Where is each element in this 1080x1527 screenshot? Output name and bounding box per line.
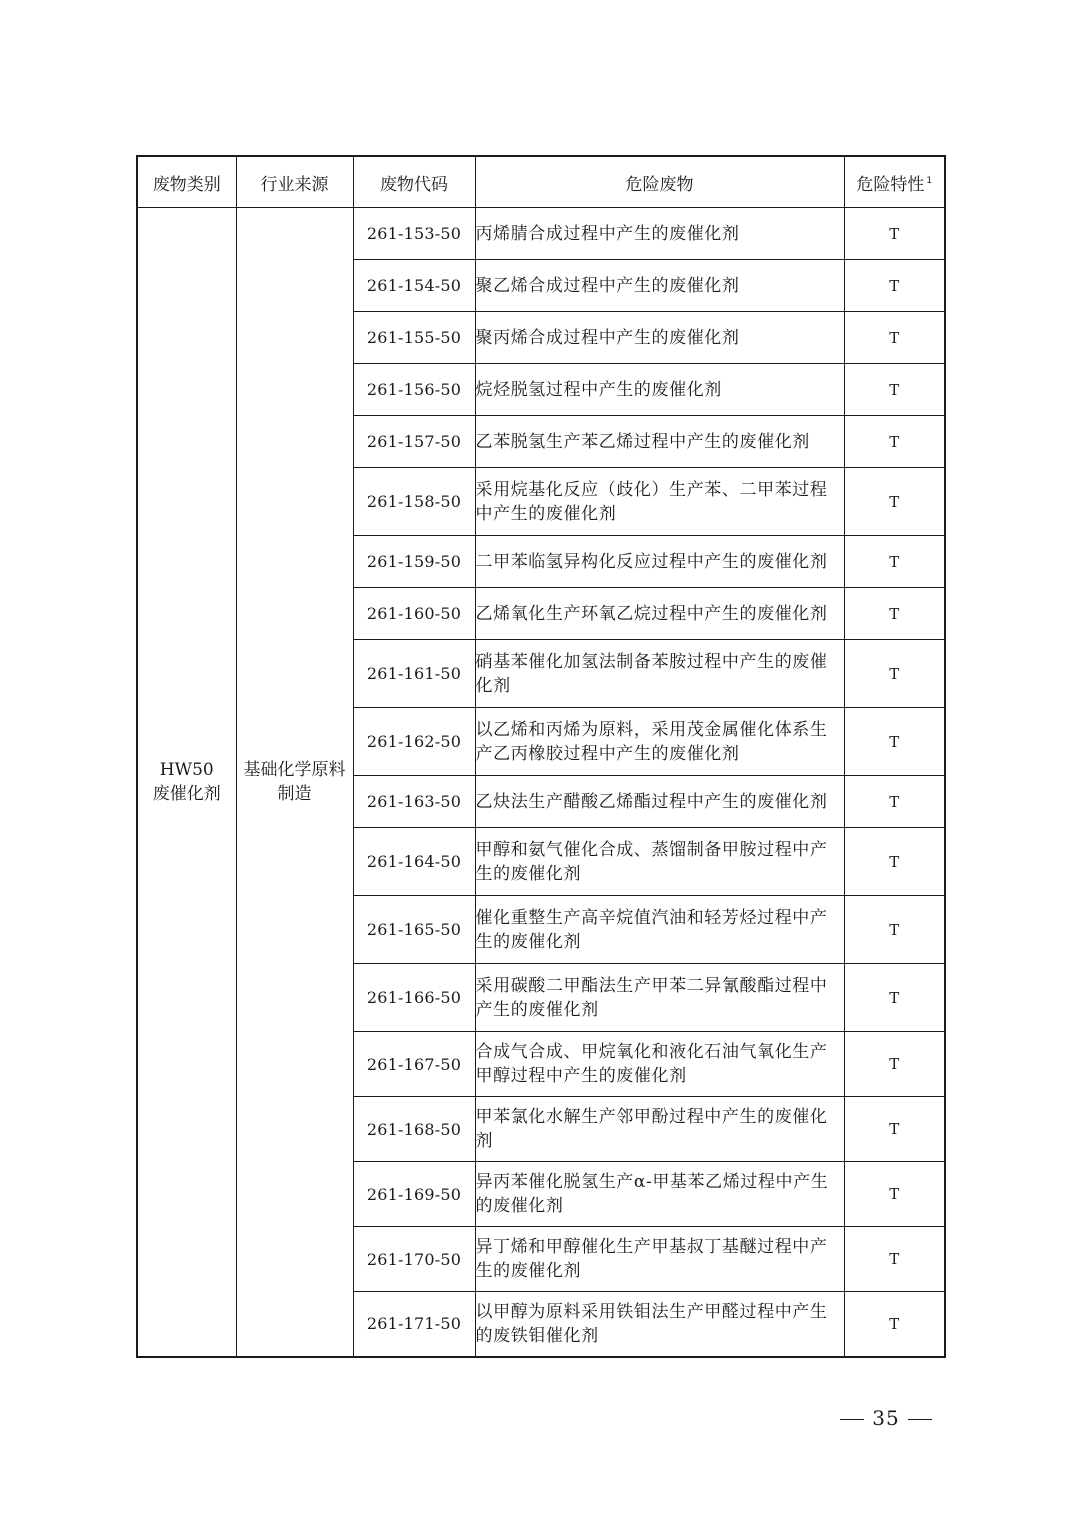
footnote-marker: 1 <box>926 175 933 186</box>
hazard-characteristic-cell: T <box>844 1227 945 1292</box>
waste-code-cell: 261-163-50 <box>353 776 475 828</box>
waste-description-cell: 采用烷基化反应（歧化）生产苯、二甲苯过程中产生的废催化剂 <box>475 468 844 536</box>
category-cell <box>137 208 236 1357</box>
waste-code-cell: 261-156-50 <box>353 364 475 416</box>
waste-code-cell: 261-157-50 <box>353 416 475 468</box>
waste-description-cell: 硝基苯催化加氢法制备苯胺过程中产生的废催化剂 <box>475 640 844 708</box>
waste-code-cell: 261-170-50 <box>353 1227 475 1292</box>
waste-code-cell: 261-154-50 <box>353 260 475 312</box>
header-code: 废物代码 <box>353 156 475 208</box>
page-number-dash-left <box>840 1419 864 1420</box>
waste-description-cell: 聚丙烯合成过程中产生的废催化剂 <box>475 312 844 364</box>
table-body <box>137 208 945 1357</box>
waste-description-cell: 甲醇和氨气催化合成、蒸馏制备甲胺过程中产生的废催化剂 <box>475 828 844 896</box>
hazard-characteristic-cell: T <box>844 312 945 364</box>
hazard-characteristic-cell: T <box>844 828 945 896</box>
waste-description-cell: 乙烯氧化生产环氧乙烷过程中产生的废催化剂 <box>475 588 844 640</box>
waste-description-cell: 乙炔法生产醋酸乙烯酯过程中产生的废催化剂 <box>475 776 844 828</box>
hazard-characteristic-cell: T <box>844 208 945 260</box>
hazard-characteristic-cell: T <box>844 1162 945 1227</box>
waste-code-cell: 261-165-50 <box>353 896 475 964</box>
hazard-characteristic-cell: T <box>844 708 945 776</box>
hazard-characteristic-cell: T <box>844 1292 945 1357</box>
hazard-characteristic-cell: T <box>844 260 945 312</box>
hazard-characteristic-cell: T <box>844 964 945 1032</box>
waste-code-cell: 261-171-50 <box>353 1292 475 1357</box>
header-source: 行业来源 <box>236 156 353 208</box>
header-characteristic-label: 危险特性 <box>856 174 925 195</box>
waste-description-cell: 以乙烯和丙烯为原料，采用茂金属催化体系生产乙丙橡胶过程中产生的废催化剂 <box>475 708 844 776</box>
header-row <box>137 156 945 208</box>
waste-description-cell: 异丙苯催化脱氢生产α-甲基苯乙烯过程中产生的废催化剂 <box>475 1162 844 1227</box>
waste-description-cell: 异丁烯和甲醇催化生产甲基叔丁基醚过程中产生的废催化剂 <box>475 1227 844 1292</box>
waste-code-cell: 261-153-50 <box>353 208 475 260</box>
waste-code-cell: 261-168-50 <box>353 1097 475 1162</box>
waste-code-cell: 261-169-50 <box>353 1162 475 1227</box>
category-name: 废催化剂 <box>152 783 221 804</box>
waste-table <box>136 155 946 1358</box>
page-number-dash-right <box>908 1419 932 1420</box>
waste-description-cell: 甲苯氯化水解生产邻甲酚过程中产生的废催化剂 <box>475 1097 844 1162</box>
waste-code-cell: 261-167-50 <box>353 1032 475 1097</box>
waste-code-cell: 261-160-50 <box>353 588 475 640</box>
waste-code-cell: 261-158-50 <box>353 468 475 536</box>
page-number-value: 35 <box>872 1406 900 1430</box>
waste-code-cell: 261-164-50 <box>353 828 475 896</box>
waste-description-cell: 合成气合成、甲烷氧化和液化石油气氧化生产甲醇过程中产生的废催化剂 <box>475 1032 844 1097</box>
hazard-characteristic-cell: T <box>844 468 945 536</box>
table-row <box>137 208 945 260</box>
hazard-characteristic-cell: T <box>844 588 945 640</box>
waste-code-cell: 261-161-50 <box>353 640 475 708</box>
waste-description-cell: 以甲醇为原料采用铁钼法生产甲醛过程中产生的废铁钼催化剂 <box>475 1292 844 1357</box>
source-cell <box>236 208 353 1357</box>
waste-description-cell: 二甲苯临氢异构化反应过程中产生的废催化剂 <box>475 536 844 588</box>
hazard-characteristic-cell: T <box>844 776 945 828</box>
hazard-characteristic-cell: T <box>844 416 945 468</box>
hazard-characteristic-cell: T <box>844 896 945 964</box>
waste-description-cell: 采用碳酸二甲酯法生产甲苯二异氰酸酯过程中产生的废催化剂 <box>475 964 844 1032</box>
hazard-characteristic-cell: T <box>844 364 945 416</box>
waste-description-cell: 丙烯腈合成过程中产生的废催化剂 <box>475 208 844 260</box>
hazard-characteristic-cell: T <box>844 640 945 708</box>
waste-description-cell: 烷烃脱氢过程中产生的废催化剂 <box>475 364 844 416</box>
waste-code-cell: 261-166-50 <box>353 964 475 1032</box>
page-number <box>826 1406 946 1430</box>
source-line-2: 制造 <box>277 783 312 804</box>
header-waste: 危险废物 <box>475 156 844 208</box>
hazard-characteristic-cell: T <box>844 1032 945 1097</box>
waste-code-cell: 261-159-50 <box>353 536 475 588</box>
source-line-1: 基础化学原料 <box>243 759 346 780</box>
waste-description-cell: 乙苯脱氢生产苯乙烯过程中产生的废催化剂 <box>475 416 844 468</box>
hazard-characteristic-cell: T <box>844 536 945 588</box>
waste-code-cell: 261-155-50 <box>353 312 475 364</box>
waste-description-cell: 催化重整生产高辛烷值汽油和轻芳烃过程中产生的废催化剂 <box>475 896 844 964</box>
category-code: HW50 <box>159 759 214 780</box>
header-characteristic <box>844 156 945 208</box>
hazard-characteristic-cell: T <box>844 1097 945 1162</box>
header-category: 废物类别 <box>137 156 236 208</box>
waste-description-cell: 聚乙烯合成过程中产生的废催化剂 <box>475 260 844 312</box>
waste-code-cell: 261-162-50 <box>353 708 475 776</box>
